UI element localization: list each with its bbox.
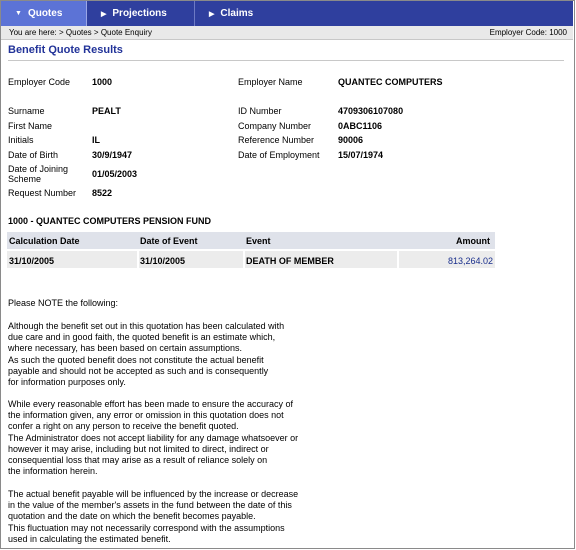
employer-code-label: Employer Code <box>8 77 71 87</box>
breadcrumb-separator: > <box>58 28 64 37</box>
fund-title: 1000 - QUANTEC COMPUTERS PENSION FUND <box>8 216 212 226</box>
employer-code-value: 1000 <box>92 77 113 87</box>
chevron-right-icon: ▶ <box>101 10 107 18</box>
title-divider <box>8 60 564 61</box>
breadcrumb-trail <box>9 28 152 37</box>
column-header-amount: Amount <box>456 236 490 246</box>
tab-projections-label: Projections <box>112 8 167 19</box>
top-nav <box>1 1 573 26</box>
company-number-value: 0ABC1106 <box>338 121 383 131</box>
tab-claims[interactable] <box>195 1 303 26</box>
first-name-label: First Name <box>8 121 53 131</box>
calculation-date-cell: 31/10/2005 <box>9 256 55 266</box>
employer-name-value: QUANTEC COMPUTERS <box>338 77 443 87</box>
id-number-value: 4709306107080 <box>338 106 404 116</box>
chevron-down-icon: ▼ <box>15 10 22 17</box>
notes-intro: Please NOTE the following: <box>8 298 119 308</box>
date-of-employment-label: Date of Employment <box>238 150 320 160</box>
date-of-employment-value: 15/07/1974 <box>338 150 384 160</box>
surname-label: Surname <box>8 106 45 116</box>
column-header-calculation-date: Calculation Date <box>9 236 80 246</box>
page-title: Benefit Quote Results <box>8 44 123 56</box>
date-of-birth-value: 30/9/1947 <box>92 150 133 160</box>
breadcrumb-separator: > <box>93 28 99 37</box>
tab-projections[interactable] <box>87 1 195 26</box>
company-number-label: Company Number <box>238 121 312 131</box>
breadcrumb-prefix: You are here: <box>9 28 57 37</box>
employer-code-indicator: Employer Code: 1000 <box>489 28 567 37</box>
breadcrumb-item-quote-enquiry[interactable]: Quote Enquiry <box>100 28 152 37</box>
column-header-date-of-event: Date of Event <box>140 236 198 246</box>
reference-number-value: 90006 <box>338 135 364 145</box>
initials-value: IL <box>92 135 100 145</box>
tab-quotes-label: Quotes <box>27 8 63 19</box>
date-of-birth-label: Date of Birth <box>8 150 59 160</box>
chevron-right-icon: ▶ <box>209 10 215 18</box>
initials-label: Initials <box>8 135 34 145</box>
request-number-value: 8522 <box>92 188 113 198</box>
breadcrumb-item-quotes[interactable]: Quotes <box>65 28 92 37</box>
notes-paragraph-1: Although the benefit set out in this quotation has been calculated with due care and in good faith, the quoted benefit is an estimate which, where necessary, has been based on certain assumptions. As such the quoted benefit does not constitute the actual benefit payable and should not be accepted as such and is consequently for information purposes only. <box>8 321 285 388</box>
tab-quotes[interactable] <box>1 1 87 26</box>
date-of-joining-label <box>8 164 68 184</box>
date-of-joining-label-line1: Date of Joining <box>8 164 69 174</box>
date-of-event-cell: 31/10/2005 <box>140 256 186 266</box>
breadcrumb <box>1 26 573 40</box>
amount-link[interactable]: 813,264.02 <box>447 256 493 266</box>
notes-paragraph-2: While every reasonable effort has been made to ensure the accuracy of the information given, any error or omission in this quotation does not confer a right on any person to receive the benefit quoted. The Administrator does not accept liability for any damage whatsoever or however it may arise, including but not limited to direct, indirect or consequential loss that may arise as a result of reliance solely on the information herein. <box>8 399 299 477</box>
column-header-event: Event <box>246 236 271 246</box>
reference-number-label: Reference Number <box>238 135 315 145</box>
date-of-joining-label-line2: Scheme <box>8 174 42 184</box>
tab-claims-label: Claims <box>220 8 254 19</box>
date-of-joining-value: 01/05/2003 <box>92 169 138 179</box>
id-number-label: ID Number <box>238 106 282 116</box>
employer-name-label: Employer Name <box>238 77 303 87</box>
request-number-label: Request Number <box>8 188 77 198</box>
event-cell: DEATH OF MEMBER <box>246 256 334 266</box>
surname-value: PEALT <box>92 106 121 116</box>
notes-paragraph-3: The actual benefit payable will be influenced by the increase or decrease in the value of the member's assets in the fund between the date of this quotation and the date on which the benefit becomes payable. This fluctuation may not necessarily correspond with the assumptions used in calculating the estimated benefit. <box>8 489 299 544</box>
